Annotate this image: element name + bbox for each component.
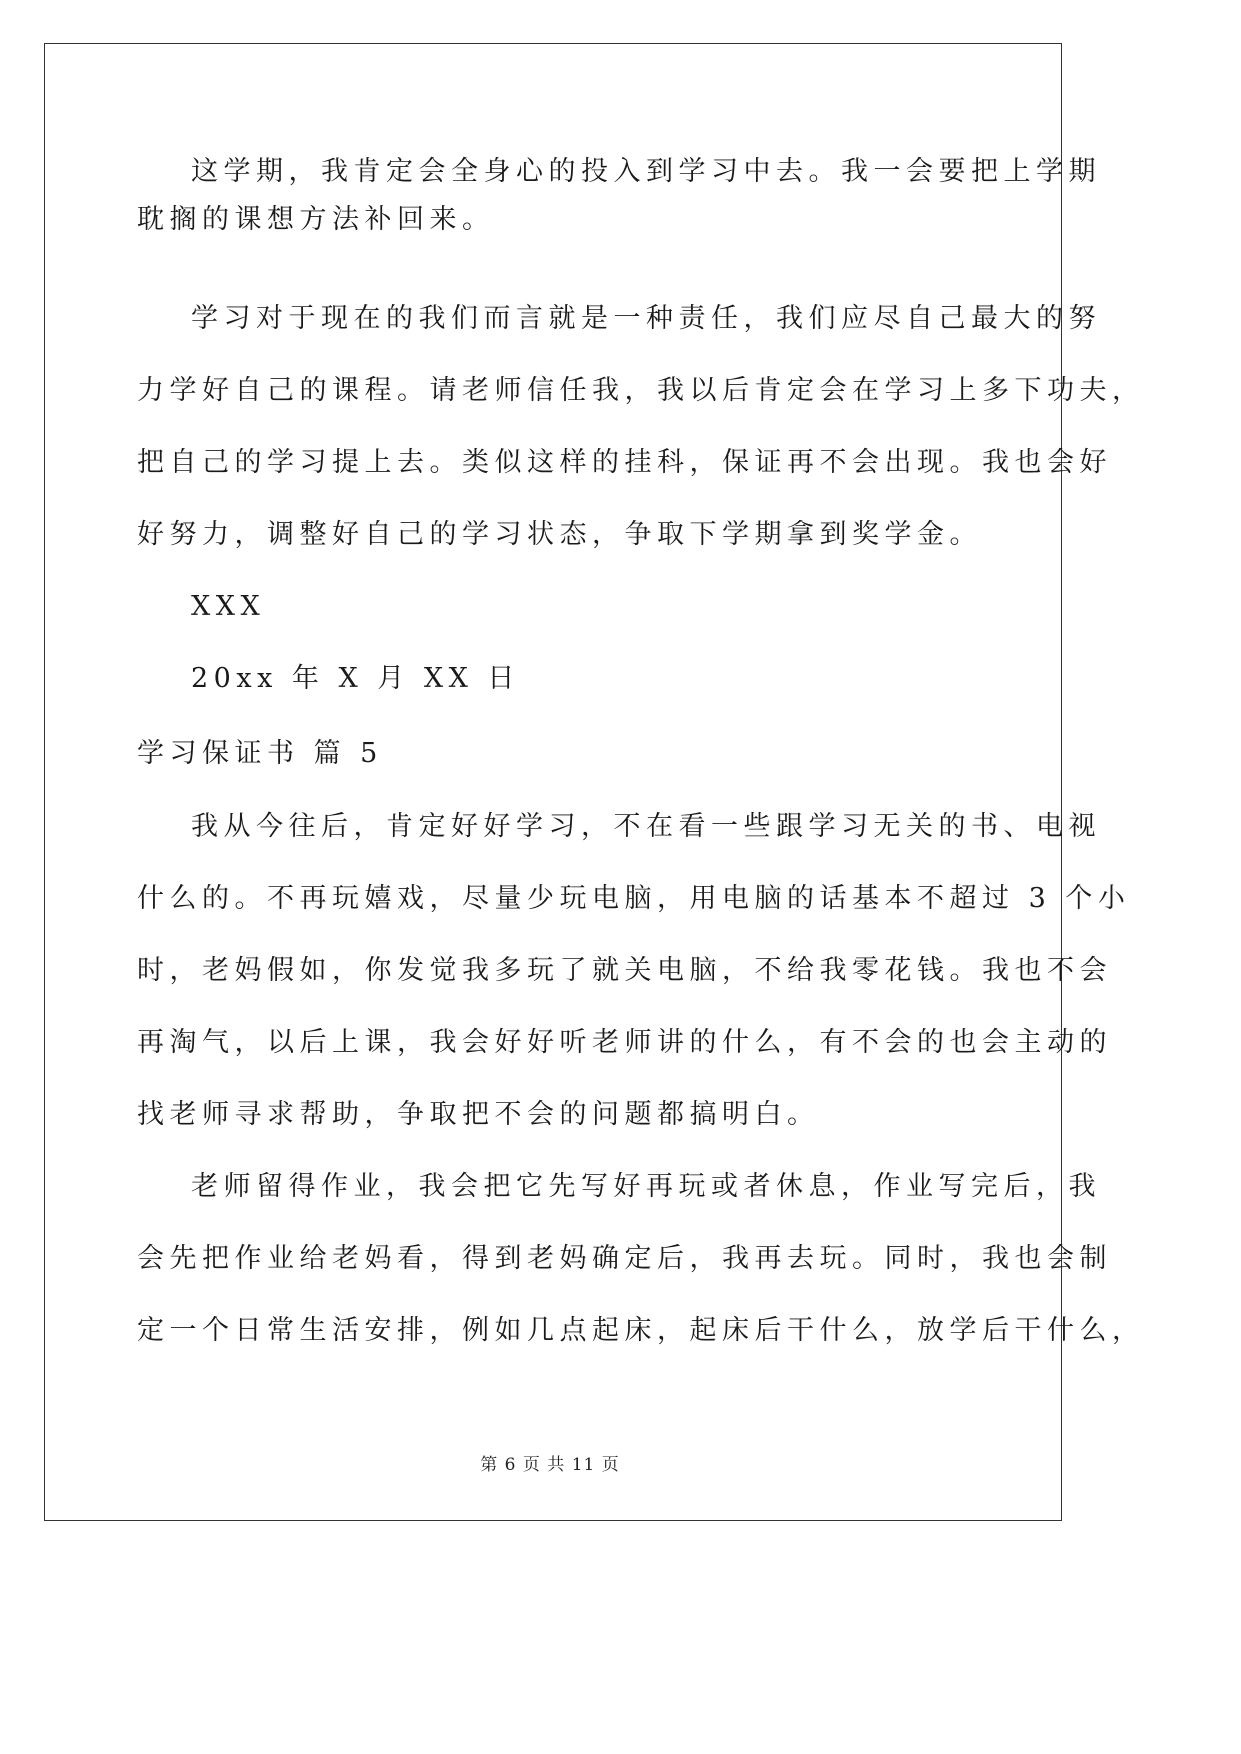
paragraph-4-line-2: 会先把作业给老妈看，得到老妈确定后，我再去玩。同时，我也会制	[137, 1243, 1112, 1274]
paragraph-3-line-2: 什么的。不再玩嬉戏，尽量少玩电脑，用电脑的话基本不超过 3 个小	[137, 883, 1131, 914]
page-border	[44, 43, 1062, 1521]
paragraph-3-line-5: 找老师寻求帮助，争取把不会的问题都搞明白。	[137, 1099, 820, 1130]
paragraph-1-line-2: 耽搁的课想方法补回来。	[137, 204, 495, 235]
paragraph-2-line-3: 把自己的学习提上去。类似这样的挂科，保证再不会出现。我也会好	[137, 447, 1112, 478]
paragraph-3-line-3: 时，老妈假如，你发觉我多玩了就关电脑，不给我零花钱。我也不会	[137, 955, 1112, 986]
paragraph-4-line-3: 定一个日常生活安排，例如几点起床，起床后干什么，放学后干什么，	[137, 1315, 1145, 1346]
paragraph-2-line-2: 力学好自己的课程。请老师信任我，我以后肯定会在学习上多下功夫，	[137, 375, 1145, 406]
paragraph-3-line-1: 我从今往后，肯定好好学习，不在看一些跟学习无关的书、电视	[191, 811, 1101, 842]
page-number-footer: 第 6 页 共 11 页	[480, 1455, 620, 1475]
paragraph-1-line-1: 这学期，我肯定会全身心的投入到学习中去。我一会要把上学期	[191, 156, 1101, 187]
paragraph-3-line-4: 再淘气，以后上课，我会好好听老师讲的什么，有不会的也会主动的	[137, 1027, 1112, 1058]
paragraph-2-line-1: 学习对于现在的我们而言就是一种责任，我们应尽自己最大的努	[191, 303, 1101, 334]
signature-date: 20xx 年 X 月 XX 日	[191, 663, 520, 694]
paragraph-2-line-4: 好努力，调整好自己的学习状态，争取下学期拿到奖学金。	[137, 519, 982, 550]
signature-name: XXX	[191, 591, 266, 622]
paragraph-4-line-1: 老师留得作业，我会把它先写好再玩或者休息，作业写完后，我	[191, 1171, 1101, 1202]
section-heading: 学习保证书 篇 5	[137, 738, 383, 769]
